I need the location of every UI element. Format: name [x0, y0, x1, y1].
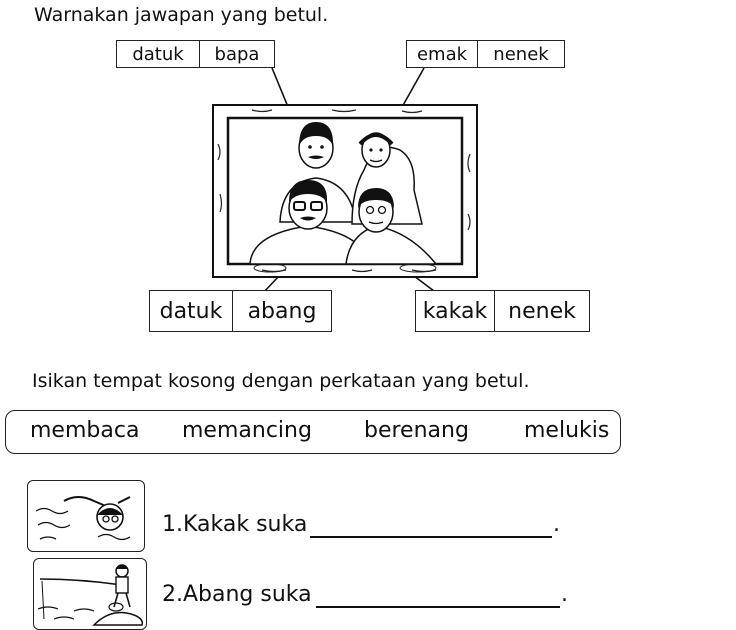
choice-datuk-bottom[interactable]: datuk: [159, 298, 223, 324]
family-portrait-icon: [212, 104, 478, 278]
word-melukis: melukis: [524, 418, 610, 443]
choice-box-bottom-left: [149, 290, 332, 332]
instruction-q1: Warnakan jawapan yang betul.: [34, 4, 329, 26]
choice-kakak-bottom[interactable]: kakak: [422, 298, 488, 324]
choice-nenek-bottom[interactable]: nenek: [494, 291, 589, 331]
sentence-2-period: .: [561, 582, 568, 607]
choice-datuk-top[interactable]: datuk: [132, 43, 184, 65]
word-memancing: memancing: [182, 418, 312, 443]
sentence-1: 1.Kakak suka: [162, 512, 308, 537]
answer-blank-1[interactable]: [310, 536, 552, 538]
word-membaca: membaca: [30, 418, 140, 443]
choice-bapa-top[interactable]: bapa: [199, 41, 274, 67]
choice-box-bottom-right: [415, 290, 590, 332]
choice-emak-top[interactable]: emak: [416, 43, 468, 65]
swimmer-icon: [28, 481, 144, 551]
choice-nenek-top[interactable]: nenek: [477, 41, 564, 67]
instruction-q2: Isikan tempat kosong dengan perkataan yang betul.: [32, 370, 530, 392]
fishing-boy-icon: [34, 559, 146, 629]
fishing-picture: [33, 558, 147, 630]
sentence-1-period: .: [553, 512, 560, 537]
swimmer-picture: [27, 480, 145, 552]
sentence-2: 2.Abang suka: [162, 582, 312, 607]
choice-abang-bottom[interactable]: abang: [232, 291, 331, 331]
answer-blank-2[interactable]: [316, 606, 560, 608]
word-berenang: berenang: [364, 418, 469, 443]
word-bank: [5, 410, 621, 454]
